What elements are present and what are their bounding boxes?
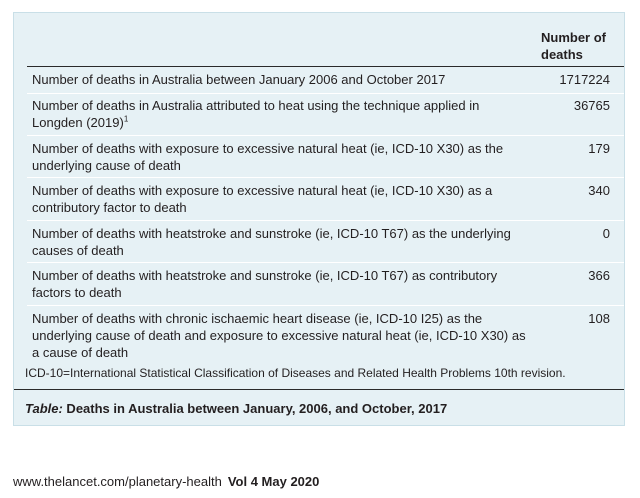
- row-label: Number of deaths with exposure to excessive natural heat (ie, ICD-10 X30) as the underlying cause of death: [32, 141, 504, 173]
- footer-url: www.thelancet.com/planetary-health: [13, 474, 222, 489]
- row-label: Number of deaths with heatstroke and sunstroke (ie, ICD-10 T67) as contributory factors to death: [32, 268, 498, 300]
- row-label: [32, 97, 527, 131]
- row-divider: [27, 93, 624, 94]
- header-rule: [27, 66, 624, 67]
- row-label: Number of deaths in Australia between January 2006 and October 2017: [32, 72, 446, 87]
- footer-volume: Vol 4 May 2020: [227, 474, 320, 489]
- caption-prefix: Table:: [25, 401, 63, 416]
- footnote-mark: 1: [123, 114, 129, 124]
- row-value: 340: [588, 183, 610, 198]
- table-footnote: ICD-10=International Statistical Classification of Diseases and Related Health Problems 10th revision.: [25, 366, 566, 380]
- row-divider: [27, 305, 624, 306]
- row-value: 1717224: [559, 72, 610, 87]
- table-caption: [25, 401, 447, 416]
- row-divider: [27, 220, 624, 221]
- row-label: Number of deaths with heatstroke and sunstroke (ie, ICD-10 T67) as the underlying causes of death: [32, 226, 511, 258]
- table-panel: [13, 12, 625, 426]
- row-value: 366: [588, 268, 610, 283]
- row-divider: [27, 177, 624, 178]
- column-header-number-of-deaths: Number of deaths: [541, 30, 606, 62]
- page-footer: [13, 474, 319, 489]
- row-divider: [27, 135, 624, 136]
- row-value: 179: [588, 141, 610, 156]
- caption-text: Deaths in Australia between January, 2006, and October, 2017: [62, 401, 448, 416]
- row-label: Number of deaths with chronic ischaemic heart disease (ie, ICD-10 I25) as the underlying cause of death and exposure to excessive natural heat (ie, ICD-10 X30) as a cause of death: [32, 311, 526, 360]
- caption-rule: [14, 389, 624, 390]
- row-value: 36765: [573, 98, 610, 113]
- row-label-text: Number of deaths in Australia attributed to heat using the technique applied in Longden (2019): [32, 98, 480, 130]
- row-value: 108: [588, 311, 610, 326]
- row-value: 0: [602, 226, 610, 241]
- row-divider: [27, 262, 624, 263]
- row-label: Number of deaths with exposure to excessive natural heat (ie, ICD-10 X30) as a contributory factor to death: [32, 183, 493, 215]
